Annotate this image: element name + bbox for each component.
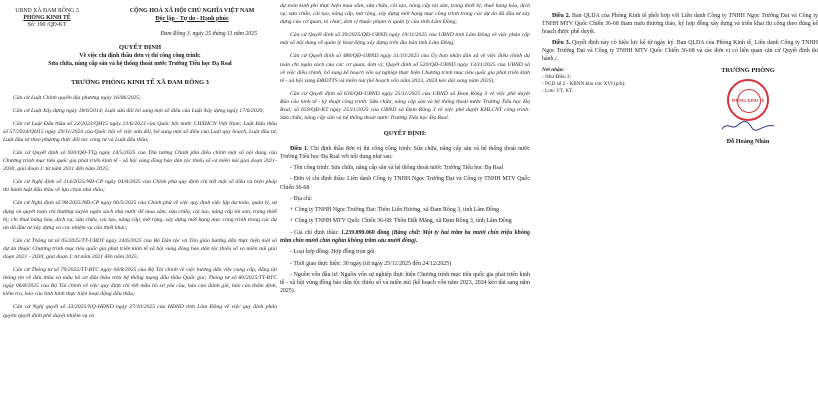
- issue-date: Đam Rông 3, ngày 25 tháng 11 năm 2025: [160, 30, 257, 37]
- title-subject-line-1: Về việc chỉ định thầu đơn vị thi công công trình:: [79, 53, 201, 60]
- contract-value: [280, 229, 530, 246]
- article-2-label: Điều 2.: [552, 13, 571, 19]
- legal-basis-paragraph: Căn cứ Thông tư số 05/2025/TT-UBDT ngày 24/6/2025 của Bộ Dân tộc và Tôn giáo hướng dẫn thực hiện một số dự án thuộc Chương trình mục tiêu quốc gia phát triển kinh tế xã hội vùng đồng bào dân tộc thiểu số và miền núi giai đoạn 2021 - 2030, giai đoạn I: từ năm 2021 đến năm 2025;: [3, 237, 277, 260]
- legal-basis-paragraph: Căn cứ Thông tư số 79/2025/TT-BTC ngày 04/8/2025 của Bộ Tài chính về việc hướng dẫn việc cung cấp, đăng tải thông tin về đấu thầu và mẫu hồ sơ đấu thầu trên hệ thống mạng đấu thầu Quốc gia; Thông tư số 80/2025/TT-BTC ngày 06/8/2025 của Bộ Tài chính về việc quy định chi tiết mẫu hồ sơ yêu cầu, báo cáo đánh giá, báo cáo thẩm định, kiểm tra, báo cáo tình hình thực hiện hoạt động đấu thầu;: [3, 267, 277, 298]
- article-3-label: Điều 3.: [552, 40, 571, 47]
- signer-name: Đỗ Hoàng Nhân: [726, 137, 770, 145]
- document-number: Số: 190 /QĐ-KT: [27, 22, 67, 29]
- legal-basis-paragraph: dự toán kinh phí thực hiện mua sắm, sửa chữa, cải tạo, nâng cấp tài sản, trang thiết bị; thuê hàng hóa, dịch vụ; sửa chữa, cải tạo, nâng cấp, mở rộng, xây dựng mới hạng mục công trình trong các dự án đã đầu tư xây dựng của cơ quan, tổ chức, đơn vị thuộc phạm vi quản lý của tỉnh Lâm Đồng;: [280, 3, 530, 26]
- title-main: QUYẾT ĐỊNH: [118, 44, 162, 52]
- legal-basis-paragraph: Căn cứ Luật Đấu thầu số 22/2023/QH15 ngày 23/6/2023 của Quốc hội nước CHXHCN Việt Nam; Luật Đấu thầu số 57/2024/QH15 ngày 29/11/2024 của Quốc hội về việc sửa đổi, bổ sung một số điều của Luật quy hoạch, Luật đầu tư, Luật đầu tư theo phương thức đối tác công tư và Luật đấu thầu;: [3, 120, 277, 143]
- contract-value-words: (Bằng chữ: Một tỷ hai trăm ba mươi chín triệu không trăm chín mươi chín nghìn không trăm sáu mươi đồng).: [280, 229, 530, 244]
- article-1-label: Điều 1.: [290, 145, 309, 152]
- recipients-label: Nơi nhận:: [542, 67, 565, 74]
- legal-basis-paragraph: Căn cứ Luật Xây dựng ngày 18/6/2014; Luật sửa đổi bổ sung một số điều của Luật Xây dựng ngày 17/6/2020;: [13, 107, 265, 114]
- signer-role: TRƯỞNG PHÒNG: [721, 67, 775, 75]
- article-1-item: - Địa chỉ:: [290, 195, 313, 202]
- issuing-authority: TRƯỞNG PHÒNG KINH TẾ XÃ ĐAM RÔNG 3: [71, 78, 209, 86]
- recipient-item: - Lưu: VT, KT.: [542, 88, 574, 95]
- article-1-item: - Đơn vị chỉ định thầu: Liên danh Công ty TNHH Ngọc Trường Đạt và Công ty TNHH MTV Quốc Chiến 36-68: [280, 176, 530, 191]
- legal-basis-paragraph: Căn cứ Quyết định số 920/QĐ-TTg ngày 14/5/2025 của Thủ tướng Chính phủ điều chỉnh một số nội dung của Chương trình mục tiêu quốc gia phát triển kinh tế - xã hội vùng đồng bào dân tộc thiểu số và miền núi giai đoạn 2021-2030, giai đoạn I: từ năm 2021 đến năm 2025;: [3, 149, 277, 173]
- article-1-text: Chỉ định thầu đơn vị thi công công trình: Sửa chữa, nâng cấp sân và hệ thống thoát nước Trường Tiểu học Đạ Rsal với nội dung như sau:: [280, 145, 530, 160]
- contract-value-amount: 1.239.099.060 đồng: [340, 229, 390, 236]
- page-2: [280, 0, 530, 415]
- issuing-agency-block: [3, 8, 91, 30]
- article-1-item: + Công ty TNHH Ngọc Trường Đạt: Thôn Liên Hương, xã Đam Rông 3, tỉnh Lâm Đồng: [290, 207, 500, 214]
- nation-title: CỘNG HOÀ XÃ HỘI CHỦ NGHĨA VIỆT NAM: [129, 8, 255, 14]
- article-2: [542, 12, 818, 36]
- signature-area: [542, 67, 818, 146]
- signature-block: [678, 67, 818, 146]
- legal-basis-paragraph: Căn cứ Nghị quyết số 33/2025/NQ-HĐND ngày 27/10/2025 của HĐND tỉnh Lâm Đồng về việc quy định phân quyền quyết định phê duyệt nhiệm vụ và: [3, 304, 277, 319]
- title-subject-line-2: Sửa chữa, nâng cấp sân và hệ thống thoát nước Trường Tiểu học Đạ Rsal: [48, 61, 232, 68]
- contract-value-label: - Giá chỉ định thầu:: [290, 229, 341, 236]
- document-header: [3, 8, 277, 30]
- article-3: [542, 39, 818, 63]
- article-1-item: - Loại hợp đồng: Hợp đồng trọn gói: [290, 249, 375, 256]
- decision-heading: QUYẾT ĐỊNH:: [383, 130, 427, 138]
- national-motto: Độc lập - Tự do - Hạnh phúc: [155, 15, 229, 22]
- decision-title: [3, 44, 277, 68]
- article-1-item: + Công ty TNHH MTV Quốc Chiến 36-68: Thôn Đăk Măng, xã Đam Rông 3, tỉnh Lâm Đồng: [290, 218, 512, 225]
- article-1-item: - Tên công trình: Sửa chữa, nâng cấp sân và hệ thống thoát nước Trường Tiểu học Đạ Rsal: [290, 165, 504, 172]
- agency-parent: UBND XÃ ĐAM RÔNG 3: [15, 8, 79, 14]
- legal-basis-paragraph: Căn cứ Luật Chính quyền địa phương ngày 16/06/2025;: [13, 94, 142, 101]
- recipients-block: [542, 67, 662, 146]
- stamp-text: PHÒNG KINH TẾ: [731, 97, 765, 103]
- article-1-item: - Nguồn vốn đầu tư: Nguồn vốn sự nghiệp thực hiện Chương trình mục tiêu quốc gia phát triển kinh tế - xã hội vùng đồng bào dân tộc thiểu số và miền núi (kế hoạch vốn năm 2023, 2024 kéo dài sang năm 2025).: [280, 271, 530, 295]
- article-1-item: - Thời gian thực hiện: 30 ngày (từ ngày 25/11/2025 đến 24/12/2025): [290, 260, 452, 267]
- national-header: [107, 8, 277, 30]
- article-2-text: Ban QLDA của Phòng Kinh tế phối hợp với Liên danh Công ty TNHH Ngọc Trường Đạt và Công ty TNHH MTV Quốc Chiến 36-68 tham mưu thương thảo, ký hợp đồng xây dựng và triển khai thi công theo đúng kế hoạch được phê duyệt.: [542, 13, 818, 36]
- recipient-item: - PGD số 2 - KBNN khu vực XVI (p/h);: [542, 81, 626, 88]
- article-3-text: Quyết định này có hiệu lực kể từ ngày ký. Ban QLDA của Phòng Kinh tế, Liên danh Công ty TNHH Ngọc Trường Đạt và Công ty TNHH MTV Quốc Chiến 36-68 và các đơn vị có liên quan căn cứ Quyết định thi hành./.: [542, 40, 818, 63]
- official-stamp: [727, 79, 769, 121]
- legal-basis-paragraph: Căn cứ Quyết định số 480/QĐ-UBND ngày 31/10/2025 của Ủy ban nhân dân xã về việc điều chỉnh dự toán chi ngân sách của các cơ quan, đơn vị; Quyết định số 520/QĐ-UBND ngày 13/11/2025 của UBND xã về việc điều chỉnh, bổ sung kế hoạch vốn sự nghiệp thực hiện Chương trình mục tiêu quốc gia phát triển kinh tế - xã hội vùng ĐBDTTS và miền núi (kế hoạch vốn năm 2023, 2024 kéo dài sang năm 2025);: [280, 53, 530, 84]
- recipient-item: - Như Điều 3;: [542, 74, 571, 81]
- legal-basis-paragraph: Căn cứ Quyết định số 636/QĐ-UBND ngày 25/11/2025 của UBND xã Đam Rông 3 về việc phê duyệt Báo cáo kinh tế - kỹ thuật công trình: Sửa chữa, nâng cấp sân và hệ thống thoát nước Trường Tiểu học Đạ Rsal; số 659/QĐ-KT ngày 25/11/2025 của UBND xã Đam Rông 3 về việc phê duyệt KHLCNT công trình: Sửa chữa, nâng cấp sân và hệ thống thoát nước Trường Tiểu học Đạ Rsal.: [280, 90, 530, 122]
- agency-name: PHÒNG KINH TẾ: [23, 15, 71, 22]
- legal-basis-paragraph: Căn cứ Nghị định số 98/2025/NĐ-CP ngày 06/5/2025 của Chính phủ về việc quy định việc lập dự toán, quản lý, sử dụng và quyết toán chi thường xuyên ngân sách nhà nước để mua sắm, sửa chữa, cải tạo, nâng cấp tài sản, trang thiết bị; chi thuê hàng hóa, dịch vụ; sửa chữa, cải tạo, nâng cấp, mở rộng, xây dựng mới hạng mục công trình trong các dự án đã đầu tư xây dựng và các nhiệm vụ cần thiết khác;: [3, 200, 277, 231]
- legal-basis-paragraph: Căn cứ Nghị định số 214/2025/NĐ-CP ngày 04/8/2025 của Chính phủ quy định chi tiết một số điều và biện pháp thi hành luật đấu thầu về lựa chọn nhà thầu;: [3, 179, 277, 194]
- page-3: [542, 0, 818, 415]
- article-1: [280, 145, 530, 162]
- page-1: [3, 0, 277, 415]
- legal-basis-paragraph: Căn cứ Quyết định số 39/2025/QĐ-UBND ngày 19/11/2025 của UBND tỉnh Lâm Đồng về việc phân cấp một số nội dung về quản lý hoạt động xây dựng trên địa bàn tỉnh Lâm Đồng;: [280, 32, 530, 47]
- handwritten-signature: [718, 119, 778, 133]
